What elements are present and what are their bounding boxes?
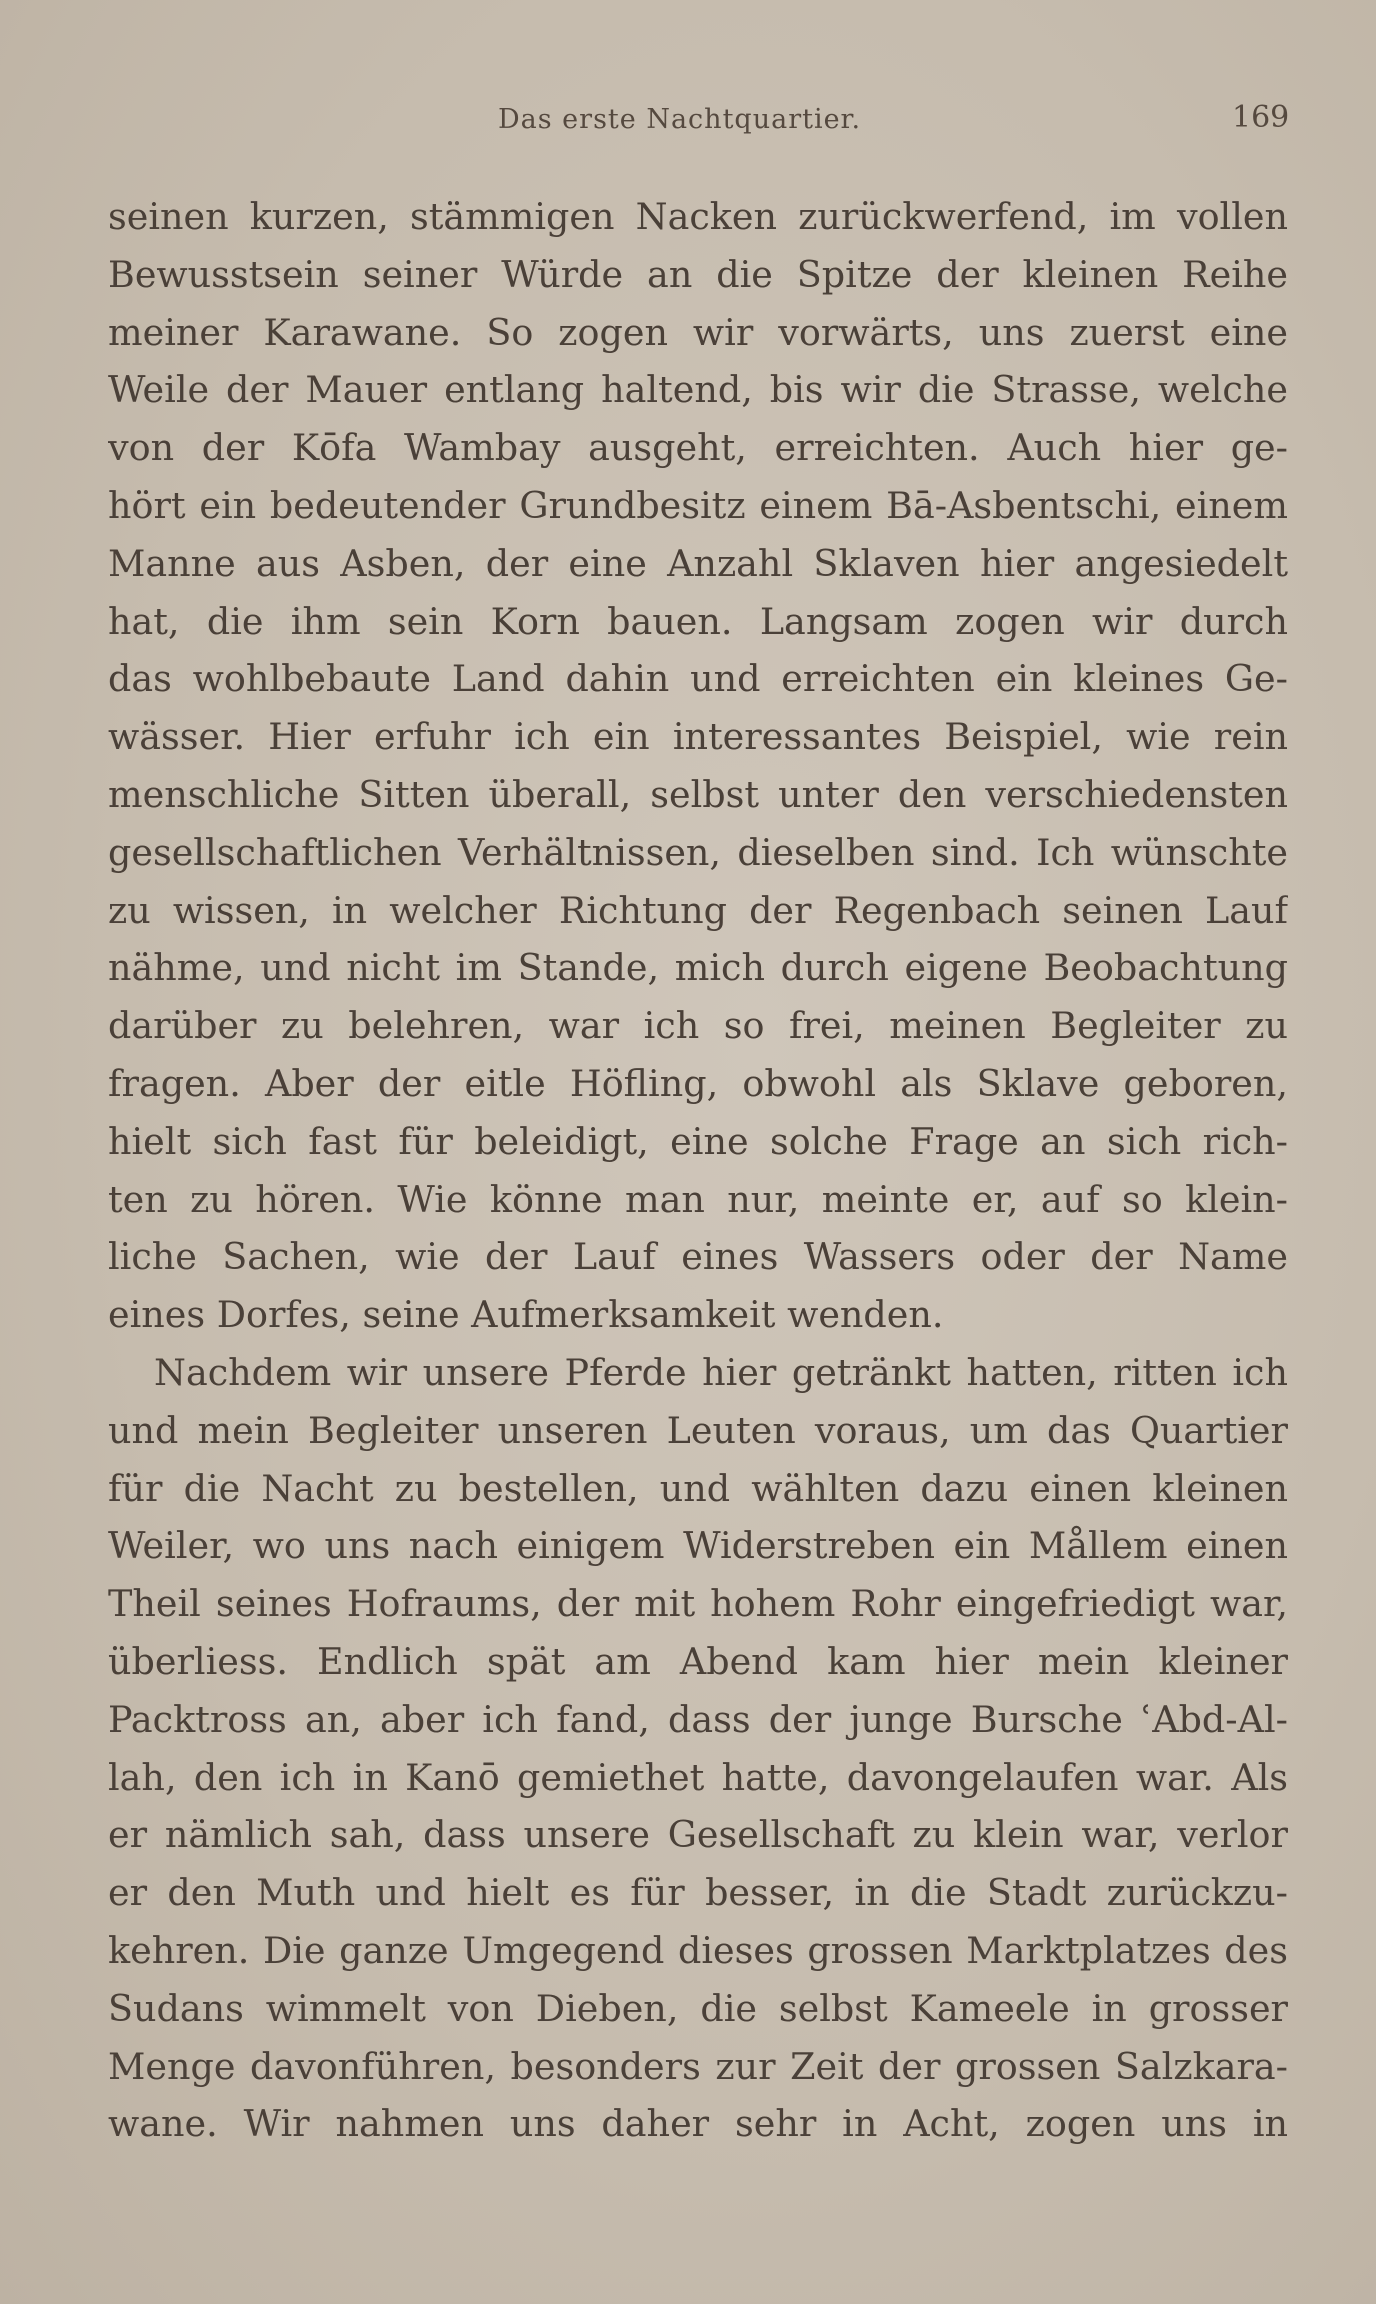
text-line: ten zu hören. Wie könne man nur, meinte er, auf so klein-: [108, 1177, 1288, 1221]
text-line: meiner Karawane. So zogen wir vorwärts, uns zuerst eine: [108, 310, 1288, 354]
text-line: überliess. Endlich spät am Abend kam hier mein kleiner: [108, 1639, 1288, 1683]
text-line: Bewusstsein seiner Würde an die Spitze der kleinen Reihe: [108, 252, 1288, 296]
text-line: Theil seines Hofraums, der mit hohem Rohr eingefriedigt war,: [108, 1582, 1288, 1626]
body-text: [108, 188, 1288, 2153]
text-line: nähme, und nicht im Stande, mich durch eigene Beobachtung: [108, 946, 1288, 990]
text-line: gesellschaftlichen Verhältnissen, dieselben sind. Ich wünschte: [108, 830, 1288, 874]
text-line: für die Nacht zu bestellen, und wählten dazu einen kleinen: [108, 1466, 1288, 1510]
text-line: hat, die ihm sein Korn bauen. Langsam zogen wir durch: [108, 599, 1288, 643]
text-line: von der Kōfa Wambay ausgeht, erreichten. Auch hier ge-: [108, 426, 1288, 470]
text-line: Manne aus Asben, der eine Anzahl Sklaven hier angesiedelt: [108, 541, 1288, 585]
text-line: fragen. Aber der eitle Höfling, obwohl als Sklave geboren,: [108, 1061, 1288, 1105]
text-line: Weiler, wo uns nach einigem Widerstreben ein Mållem einen: [108, 1524, 1288, 1568]
text-line: Packtross an, aber ich fand, dass der junge Bursche ʿAbd-Al-: [108, 1697, 1288, 1741]
text-line: hört ein bedeutender Grundbesitz einem Bā-Asbentschi, einem: [108, 483, 1288, 527]
text-line: Sudans wimmelt von Dieben, die selbst Kameele in grosser: [108, 1986, 1288, 2030]
text-line: menschliche Sitten überall, selbst unter den verschiedensten: [108, 772, 1288, 816]
text-line: wässer. Hier erfuhr ich ein interessantes Beispiel, wie rein: [108, 715, 1288, 759]
text-line: und mein Begleiter unseren Leuten voraus, um das Quartier: [108, 1408, 1288, 1452]
text-line: er den Muth und hielt es für besser, in die Stadt zurückzu-: [108, 1871, 1288, 1915]
text-line: kehren. Die ganze Umgegend dieses grossen Marktplatzes des: [108, 1928, 1288, 1972]
text-line: hielt sich fast für beleidigt, eine solche Frage an sich rich-: [108, 1119, 1288, 1163]
text-line: darüber zu belehren, war ich so frei, meinen Begleiter zu: [108, 1004, 1288, 1048]
paragraph-start-line: Nachdem wir unsere Pferde hier getränkt hatten, ritten ich: [154, 1350, 1288, 1394]
text-line: lah, den ich in Kanō gemiethet hatte, davongelaufen war. Als: [108, 1755, 1288, 1799]
text-line: seinen kurzen, stämmigen Nacken zurückwerfend, im vollen: [108, 195, 1288, 238]
page-number: 169: [1232, 100, 1290, 135]
text-line: Weile der Mauer entlang haltend, bis wir die Strasse, welche: [108, 368, 1288, 412]
running-head: Das erste Nachtquartier.: [498, 104, 862, 135]
text-line: wane. Wir nahmen uns daher sehr in Acht, zogen uns in: [108, 2102, 1288, 2146]
paragraph-end-line: eines Dorfes, seine Aufmerksamkeit wenden.: [108, 1293, 944, 1337]
text-line: liche Sachen, wie der Lauf eines Wassers oder der Name: [108, 1235, 1288, 1279]
text-line: das wohlbebaute Land dahin und erreichten ein kleines Ge-: [108, 657, 1288, 701]
text-line: Menge davonführen, besonders zur Zeit der grossen Salzkara-: [108, 2044, 1288, 2088]
text-line: zu wissen, in welcher Richtung der Regenbach seinen Lauf: [108, 888, 1288, 932]
text-line: er nämlich sah, dass unsere Gesellschaft zu klein war, verlor: [108, 1813, 1288, 1857]
